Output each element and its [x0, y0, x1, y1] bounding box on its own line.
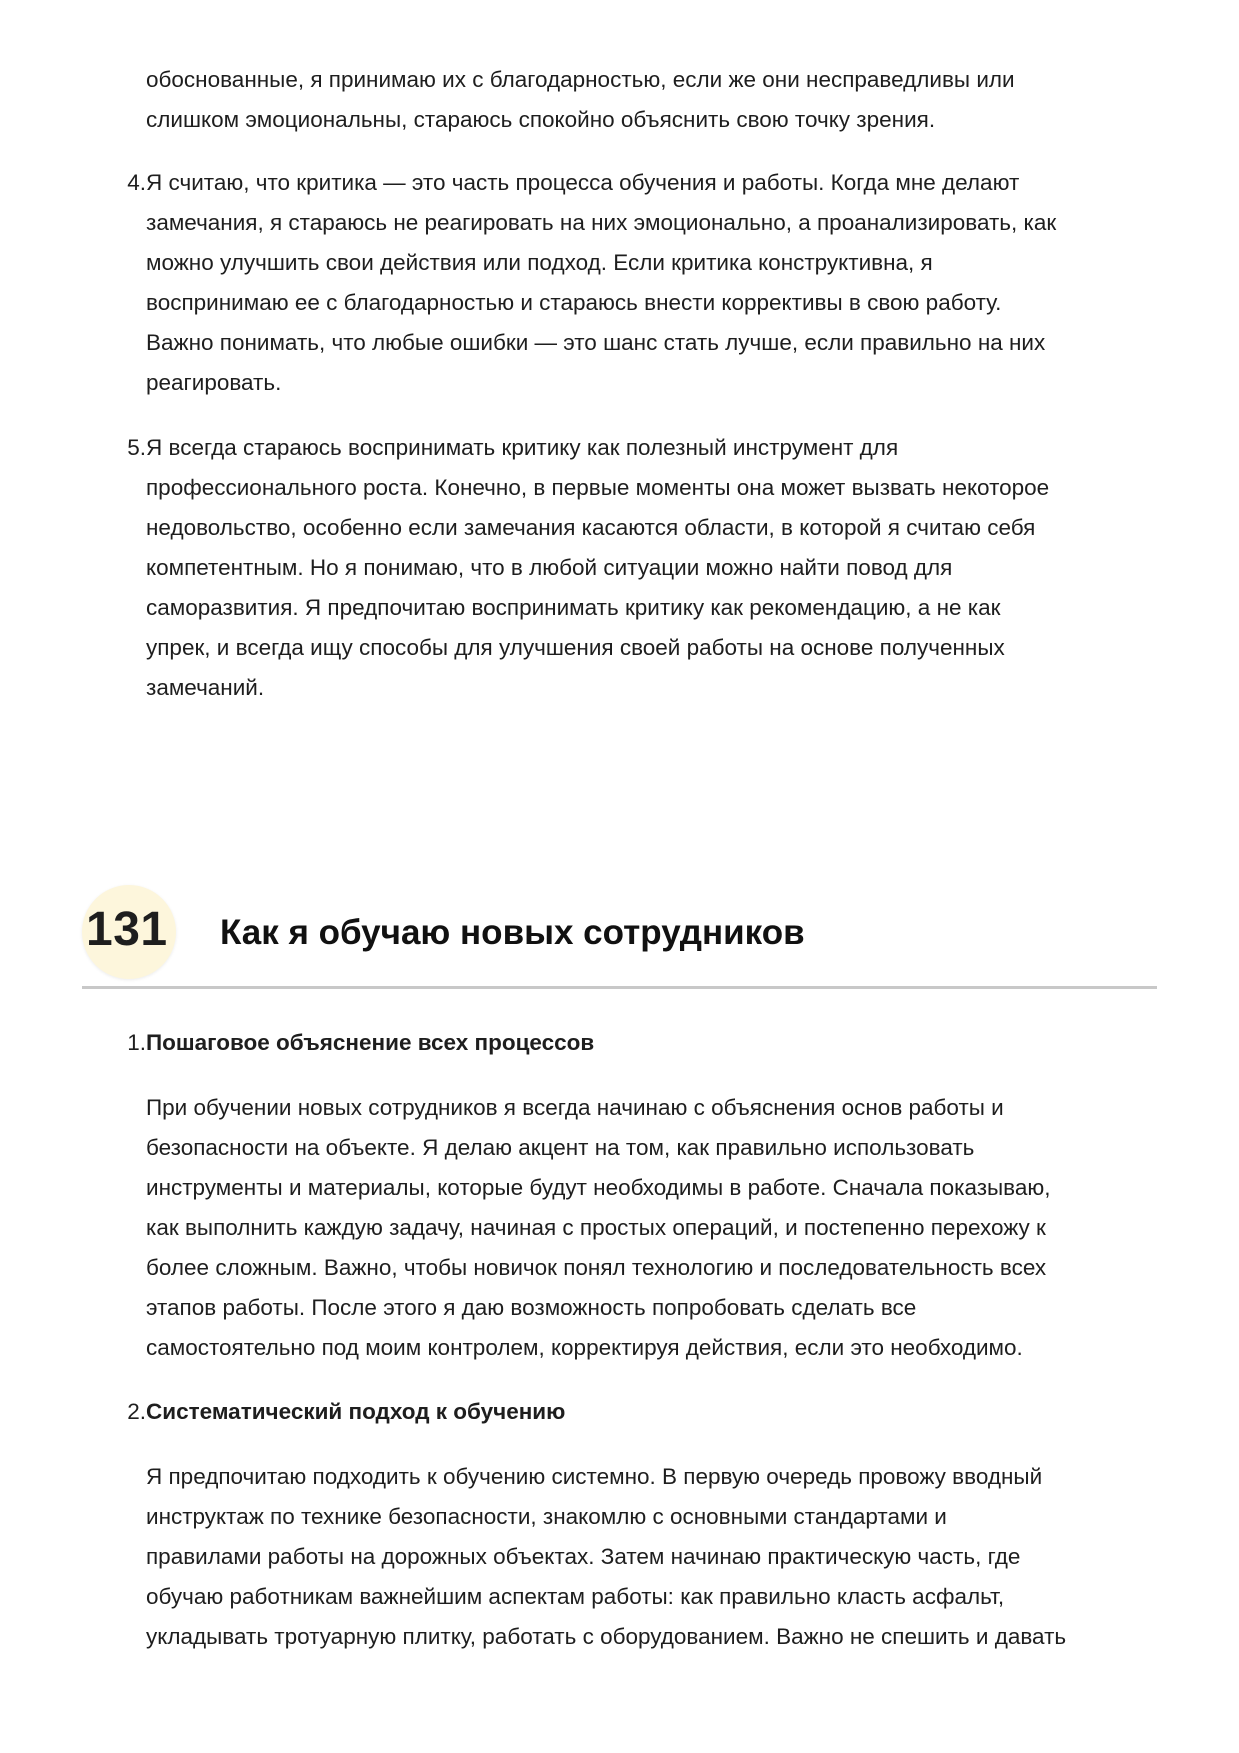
text-line: Я считаю, что критика — это часть процесса обучения и работы. Когда мне делают	[146, 170, 1020, 195]
list-number: 1.	[127, 1030, 146, 1055]
section-header	[82, 873, 1157, 989]
item-heading-1	[146, 1023, 1171, 1063]
text-line: самостоятельно под моим контролем, корректируя действия, если это необходимо.	[146, 1335, 1023, 1360]
continuation-paragraph	[146, 60, 1171, 140]
text-line: недовольство, особенно если замечания касаются области, в которой я считаю себя	[146, 515, 1036, 540]
answer-paragraph-4	[146, 163, 1171, 403]
list-number: 4.	[127, 170, 146, 195]
text-line: инструктаж по технике безопасности, знакомлю с основными стандартами и	[146, 1504, 947, 1529]
text-line: профессионального роста. Конечно, в первые моменты она может вызвать некоторое	[146, 475, 1050, 500]
item-paragraph-2	[146, 1457, 1171, 1657]
text-line: Важно понимать, что любые ошибки — это шанс стать лучше, если правильно на них	[146, 330, 1046, 355]
section-title: Как я обучаю новых сотрудников	[220, 913, 805, 952]
text-line: этапов работы. После этого я даю возможность попробовать сделать все	[146, 1295, 917, 1320]
text-line: замечаний.	[146, 675, 265, 700]
text-line: При обучении новых сотрудников я всегда начинаю с объяснения основ работы и	[146, 1095, 1004, 1120]
text-line: компетентным. Но я понимаю, что в любой ситуации можно найти повод для	[146, 555, 953, 580]
item-heading-text: Систематический подход к обучению	[146, 1399, 566, 1424]
header-divider	[82, 986, 1157, 989]
text-line: как выполнить каждую задачу, начиная с простых операций, и постепенно перехожу к	[146, 1215, 1046, 1240]
text-line: правилами работы на дорожных объектах. Затем начинаю практическую часть, где	[146, 1544, 1021, 1569]
text-line: слишком эмоциональны, стараюсь спокойно объяснить свою точку зрения.	[146, 107, 936, 132]
text-line: обучаю работникам важнейшим аспектам работы: как правильно класть асфальт,	[146, 1584, 1005, 1609]
list-number: 2.	[127, 1399, 146, 1424]
text-line: Я предпочитаю подходить к обучению системно. В первую очередь провожу вводный	[146, 1464, 1043, 1489]
list-number: 5.	[127, 435, 146, 460]
item-paragraph-1	[146, 1088, 1171, 1368]
text-line: саморазвития. Я предпочитаю воспринимать критику как рекомендацию, а не как	[146, 595, 1001, 620]
text-line: укладывать тротуарную плитку, работать с оборудованием. Важно не спешить и давать	[146, 1624, 1067, 1649]
text-line: обоснованные, я принимаю их с благодарностью, если же они несправедливы или	[146, 67, 1015, 92]
text-line: более сложным. Важно, чтобы новичок понял технологию и последовательность всех	[146, 1255, 1047, 1280]
text-line: инструменты и материалы, которые будут необходимы в работе. Сначала показываю,	[146, 1175, 1051, 1200]
answer-paragraph-5	[146, 428, 1171, 708]
item-heading-2	[146, 1392, 1171, 1432]
text-line: реагировать.	[146, 370, 282, 395]
text-line: упрек, и всегда ищу способы для улучшения своей работы на основе полученных	[146, 635, 1005, 660]
text-line: Я всегда стараюсь воспринимать критику как полезный инструмент для	[146, 435, 899, 460]
text-line: воспринимаю ее с благодарностью и стараюсь внести коррективы в свою работу.	[146, 290, 1002, 315]
question-number: 131	[86, 903, 168, 956]
text-line: можно улучшить свои действия или подход. Если критика конструктивна, я	[146, 250, 933, 275]
text-line: безопасности на объекте. Я делаю акцент на том, как правильно использовать	[146, 1135, 975, 1160]
item-heading-text: Пошаговое объяснение всех процессов	[146, 1030, 595, 1055]
text-line: замечания, я стараюсь не реагировать на них эмоционально, а проанализировать, как	[146, 210, 1057, 235]
